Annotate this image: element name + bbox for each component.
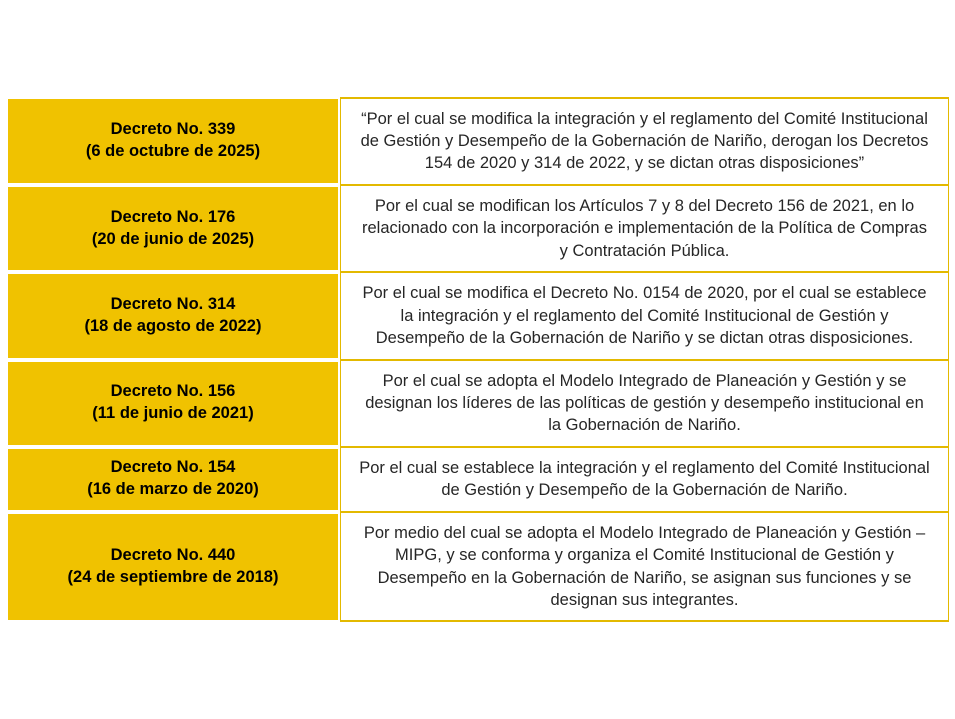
- table-row: [6, 185, 949, 272]
- decreto-number: Decreto No. 156: [110, 382, 236, 401]
- decreto-identifier-cell: [6, 272, 340, 359]
- decreto-date: (6 de octubre de 2025): [85, 141, 261, 160]
- decreto-number: Decreto No. 176: [110, 207, 236, 226]
- table-row: [6, 512, 949, 623]
- decreto-identifier-cell: [6, 185, 340, 272]
- decreto-description-cell: Por medio del cual se adopta el Modelo Integrado de Planeación y Gestión – MIPG, y se conforma y organiza el Comité Institucional de Gestión y Desempeño en la Gobernación de Nariño, se asignan sus funciones y se designan sus integrantes.: [340, 512, 949, 623]
- decreto-date: (16 de marzo de 2020): [87, 480, 259, 499]
- decreto-description-cell: Por el cual se modifica el Decreto No. 0154 de 2020, por el cual se establece la integración y el reglamento del Comité Institucional de Gestión y Desempeño de la Gobernación de Nariño y se dictan otras disposiciones.: [340, 272, 949, 359]
- decreto-number: Decreto No. 314: [110, 295, 236, 314]
- decreto-description-cell: “Por el cual se modifica la integración y el reglamento del Comité Institucional de Gestión y Desempeño de la Gobernación de Nariño, derogan los Decretos 154 de 2020 y 314 de 2022, y se dictan otras disposiciones”: [340, 97, 949, 185]
- decreto-identifier-cell: [6, 447, 340, 512]
- table-row: [6, 97, 949, 185]
- decreto-number: Decreto No. 339: [110, 119, 236, 138]
- decretos-table: [6, 97, 949, 623]
- decreto-date: (24 de septiembre de 2018): [67, 568, 279, 587]
- decreto-date: (18 de agosto de 2022): [84, 316, 262, 335]
- decreto-date: (11 de junio de 2021): [92, 404, 254, 423]
- decreto-description-cell: Por el cual se adopta el Modelo Integrado de Planeación y Gestión y se designan los líderes de las políticas de gestión y desempeño institucional en la Gobernación de Nariño.: [340, 360, 949, 447]
- decreto-description-cell: Por el cual se modifican los Artículos 7 y 8 del Decreto 156 de 2021, en lo relacionado con la incorporación e implementación de la Política de Compras y Contratación Pública.: [340, 185, 949, 272]
- table-row: [6, 360, 949, 447]
- table-row: [6, 447, 949, 512]
- decreto-identifier-cell: [6, 360, 340, 447]
- table-row: [6, 272, 949, 359]
- decreto-number: Decreto No. 440: [110, 546, 236, 565]
- decreto-identifier-cell: [6, 512, 340, 623]
- decreto-identifier-cell: [6, 97, 340, 185]
- decreto-number: Decreto No. 154: [110, 458, 236, 477]
- decreto-date: (20 de junio de 2025): [91, 229, 255, 248]
- decreto-description-cell: Por el cual se establece la integración y el reglamento del Comité Institucional de Gestión y Desempeño de la Gobernación de Nariño.: [340, 447, 949, 512]
